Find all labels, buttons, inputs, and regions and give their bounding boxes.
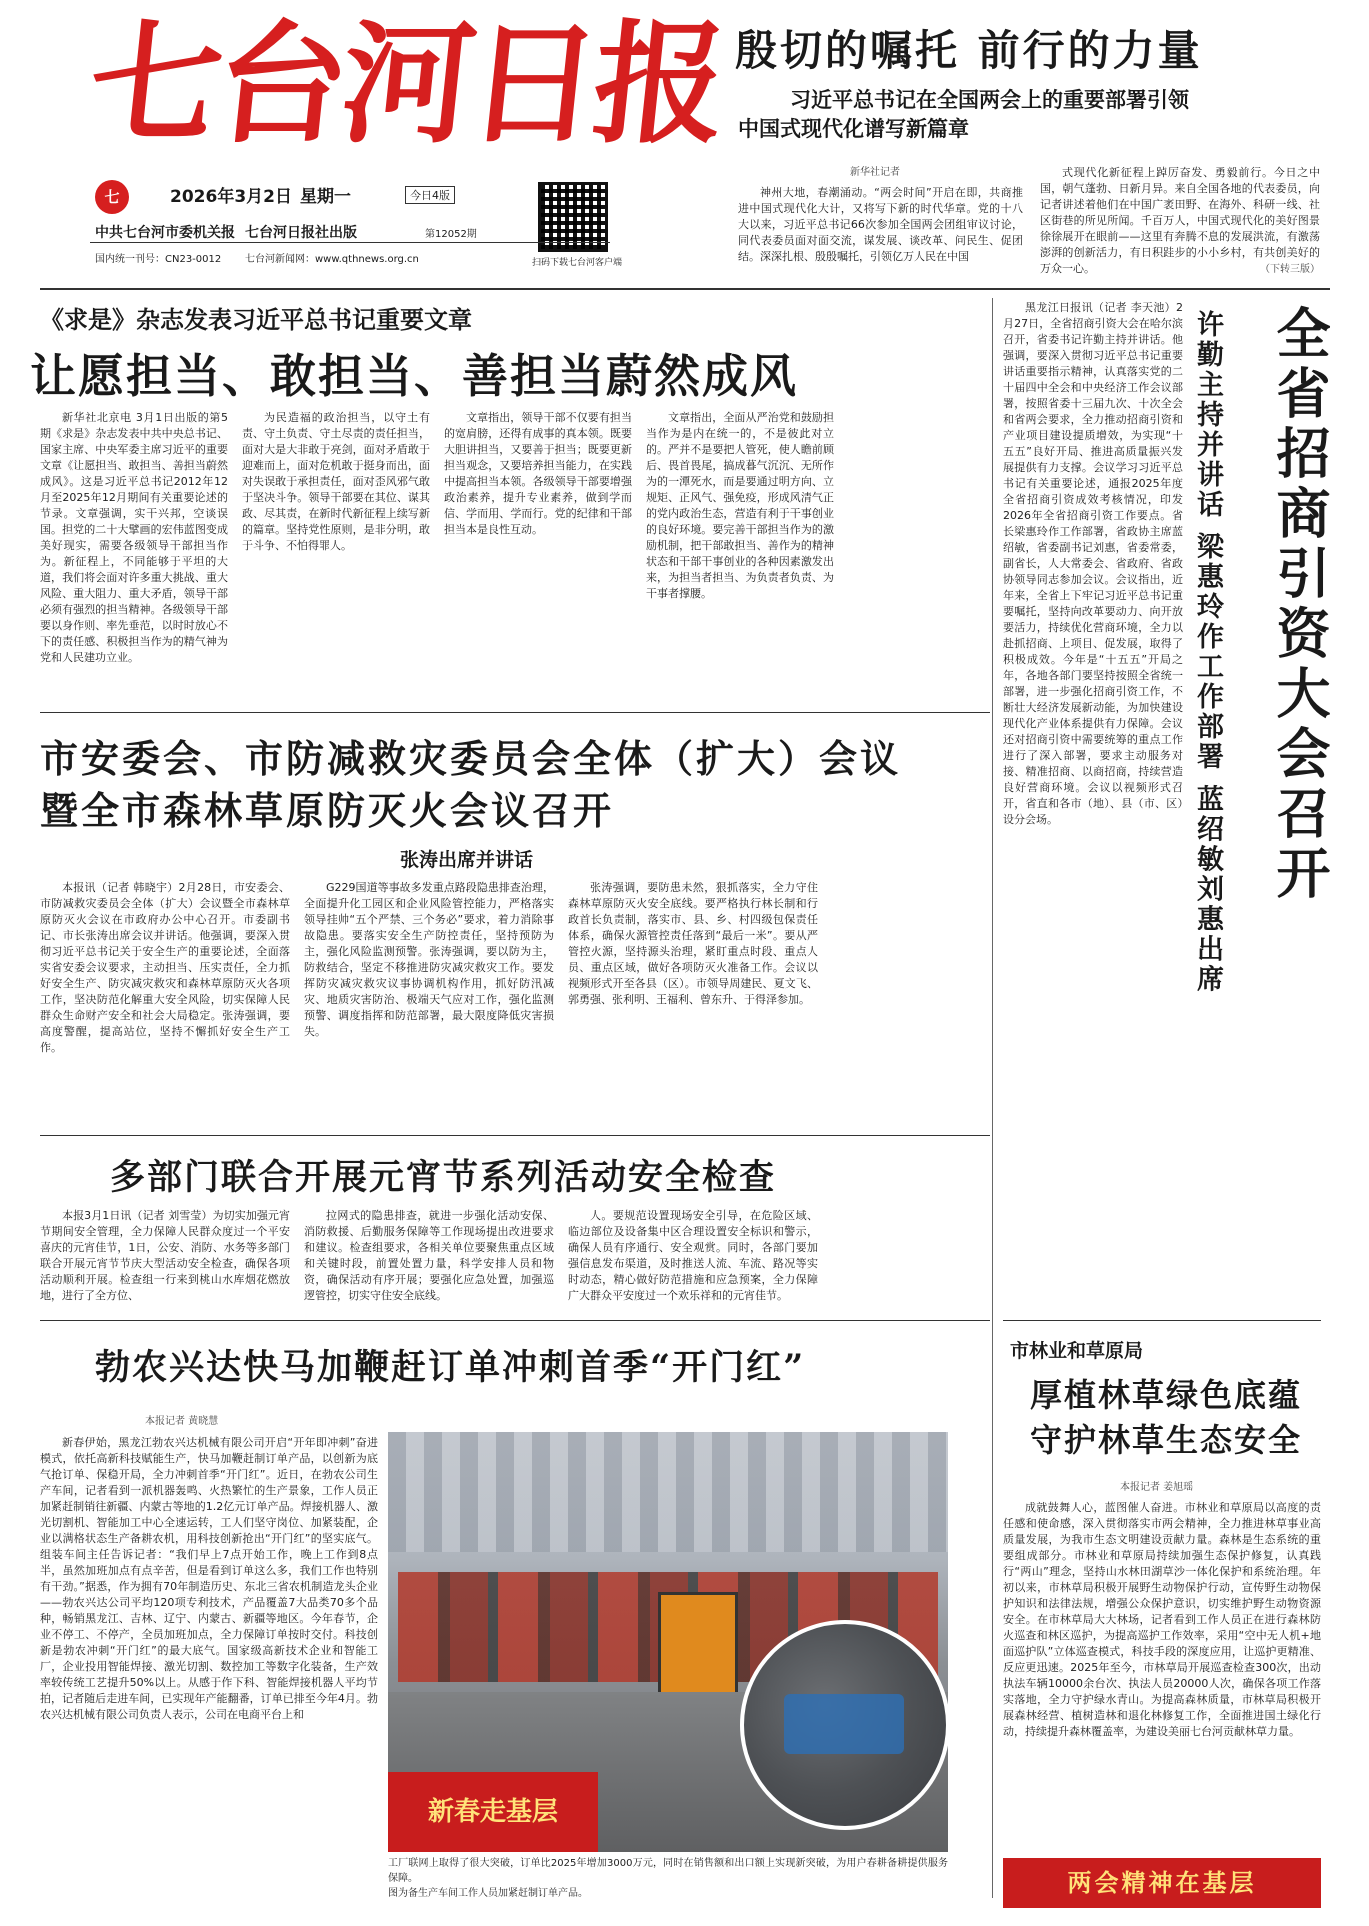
article3-col2: 拉网式的隐患排查，就进一步强化活动安保、消防救援、后勤服务保障等工作现场提出改进要求和建议。检查组要求，各相关单位要聚焦重点区域和关键时段，前置处置力量，科学安排人员和物资，确保活动有序开展；要强化应急处置，加强巡逻管控，切实守住安全底线。	[304, 1209, 554, 1302]
factory-roof	[388, 1432, 948, 1552]
newspaper-title: 七台河日报	[81, 7, 729, 162]
article4-byline: 本报记者 黄晓慧	[145, 1416, 219, 1427]
article2-headline[interactable]: 市安委会、市防减救灾委员会全体（扩大）会议	[40, 736, 902, 781]
article6-headline-2[interactable]: 守护林草生态安全	[1030, 1421, 1303, 1459]
issue-weekday: 星期一	[300, 187, 351, 207]
article4-headline[interactable]: 勃农兴达快马加鞭赶订单冲刺首季“开门红”	[95, 1347, 806, 1388]
article3-col1: 本报3月1日讯（记者 刘雪莹）为切实加强元宵节期间安全管理，全力保障人民群众度过一个平安喜庆的元宵佳节，1日，公安、消防、水务等多部门联合开展元宵节节庆大型活动安全检查，确保各项活动顺利开展。检查组一行来到桃山水库烟花燃放地，进行了全方位、	[40, 1209, 290, 1302]
article3-headline[interactable]: 多部门联合开展元宵节系列活动安全检查	[110, 1157, 777, 1198]
section-divider	[40, 1135, 990, 1136]
article6-headline[interactable]: 厚植林草绿色底蕴	[1030, 1376, 1303, 1414]
article2-col1: 本报讯（记者 韩晓宇）2月28日，市安委会、市防减救灾委员会全体（扩大）会议暨全市森林草原防灭火会议在市政府办公中心召开。市委副书记、市长张涛出席会议并讲话。他强调，要深入贯彻习近平总书记关于安全生产的重要论述，全面落实省安委会议要求，主动担当、压实责任，全力抓好安全生产、防灾减灾救灾和森林草原防灭火各项工作，坚决防范化解重大安全风险，切实保障人民群众生命财产安全和社会大局稳定。张涛强调，要高度警醒，提高站位，坚持不懈抓好安全生产工作。	[40, 881, 290, 1054]
top-section-divider	[40, 288, 1330, 290]
issue-pages: 今日4版	[405, 186, 455, 204]
section-divider	[1003, 1320, 1321, 1321]
article5-kicker: 许勤主持并讲话 梁惠玲作工作部署 蓝绍敏刘惠出席	[1192, 310, 1223, 995]
lead-continued: （下转三版）	[1260, 264, 1320, 275]
article1-col2: 为民造福的政治担当，以守土有责、守土负责、守土尽责的责任担当，面对大是大非敢于亮剑，面对矛盾敢于迎难而上，面对危机敢于挺身而出，面对失误敢于承担责任，面对歪风邪气敢于坚决斗争。领导干部要在其位、谋其政、尽其责，在新时代新征程上续写新的篇章。坚持党性原则，是非分明，敢于斗争、不怕得罪人。	[242, 411, 430, 552]
inset-photo[interactable]	[740, 1620, 950, 1830]
article3-col3: 人。要规范设置现场安全引导，在危险区域、临边部位及设备集中区合理设置安全标识和警示，确保人员有序通行、安全观赏。同时，各部门要加强信息发布渠道，及时推送人流、车流、路况等实时动态，精心做好防范措施和应急预案，全力保障广大群众平安度过一个欢乐祥和的元宵佳节。	[568, 1209, 818, 1302]
forklift	[658, 1592, 738, 1702]
article1-headline[interactable]: 让愿担当、敢担当、善担当蔚然成风	[30, 349, 798, 403]
newspaper-logo-icon: 七	[95, 180, 129, 214]
lead-subheadline: 习近平总书记在全国两会上的重要部署引领	[790, 87, 1189, 112]
lead-headline[interactable]: 殷切的嘱托 前行的力量	[735, 26, 1203, 75]
website[interactable]: 七台河新闻网：www.qthnews.org.cn	[245, 254, 419, 265]
photo-caption-line2: 图为备生产车间工作人员加紧赶制订单产品。	[388, 1888, 588, 1899]
article1-col1: 新华社北京电 3月1日出版的第5期《求是》杂志发表中共中央总书记、国家主席、中央军委主席习近平的重要文章《让愿担当、敢担当、善担当蔚然成风》。这是习近平总书记2012年12月至2025年12月期间有关重要论述的节录。文章强调，实干兴邦，空谈误国。担党的二十大擘画的宏伟蓝图变成美好现实，需要各级领导干部担当作为。新征程上，不同能够于平坦的大道，我们将会面对许多重大挑战、重大风险、重大阻力、重大矛盾，领导干部必须有强烈的担当精神。各级领导干部要以身作则、率先垂范，以时时放心不下的责任感、积极担当作为的精气神为党和人民建功立业。	[40, 411, 228, 664]
article2-col3: 张涛强调，要防患未然，狠抓落实，全力守住森林草原防灭火安全底线。要严格执行林长制和行政首长负责制，落实市、县、乡、村四级包保责任体系，确保火源管控责任落到“最后一米”。要从严管控火源，坚持源头治理，紧盯重点时段、重点人员、重点区域，做好各项防灭火准备工作。会议以视频形式开至各县（区）。市领导周建民、夏文飞、郭勇强、张利明、王福利、曾东升、于得泽参加。	[568, 881, 818, 1006]
article1-col3: 文章指出，领导干部不仅要有担当的宽肩膀，还得有成事的真本领。既要大胆讲担当，又要善于担当；既要更新担当观念，又要培养担当能力，在实践中提高担当本领。各级领导干部要增强政治素养，提升专业素养，做到学而信、学而用、学而行。党的纪律和干部担当本是良性互动。	[444, 411, 632, 536]
column-divider	[992, 298, 993, 1898]
section-badge: 两会精神在基层	[1003, 1858, 1321, 1908]
lead-body-right: 式现代化新征程上踔厉奋发、勇毅前行。今日之中国，朝气蓬勃、日新月异。来自全国各地的代表委员，向记者讲述着他们在中国广袤田野、在海外、科研一线、社区街巷的所见所闻。千百万人，中国式现代化的美好图景徐徐展开在眼前——这里有奔腾不息的发展洪流，有激荡澎湃的创新活力，有日积跬步的小小乡村，有共创美好的万众一心。	[1040, 166, 1320, 275]
qr-caption: 扫码下载七台河客户端	[532, 258, 623, 268]
issue-serial: 第12052期	[425, 229, 477, 240]
article2-deck: 张涛出席并讲话	[400, 849, 534, 871]
cn-number: 国内统一刊号：CN23-0012	[95, 254, 222, 265]
article6-kicker: 市林业和草原局	[1010, 1340, 1144, 1362]
publisher: 七台河日报社出版	[245, 225, 357, 241]
article2-headline-2[interactable]: 暨全市森林草原防灭火会议召开	[40, 788, 615, 833]
article5-body: 黑龙江日报讯（记者 李天池）2月27日，全省招商引资大会在哈尔滨召开，省委书记许勤主持并讲话。他强调，要深入贯彻习近平总书记重要讲话重要指示精神，认真落实党的二十届四中全会和中央经济工作会议部署，按照省委十三届九次、十次全会和省两会要求，全力推动招商引资和产业项目建设提质增效，为实现“十五五”良好开局、推进高质量振兴发展提供有力支撑。会议学习习近平总书记有关重要论述，通报2025年度全省招商引资成效考核情况，印发2026年全省招商引资工作要点。省长梁惠玲作工作部署，省政协主席蓝绍敏，省委副书记刘惠，省委常委，副省长，人大常委会、省政府、省政协领导同志参加会议。会议指出，近年来，全省上下牢记习近平总书记重要嘱托，坚持向改革要动力、向开放要活力，持续优化营商环境，全力以赴抓招商、上项目、促发展，取得了积极成效。今年是“十五五”开局之年，各地各部门要坚持按照全省统一部署，进一步强化招商引资工作，不断壮大经济发展新动能，为加快建设现代化产业体系提供有力保障。会议还对招商引资中需要统筹的重点工作进行了深入部署，要求主动服务对接、精准招商、以商招商，持续营造良好营商环境。会议以视频形式召开，省直和各市（地）、县（市、区）设分会场。	[1003, 301, 1183, 826]
masthead-divider	[90, 242, 610, 243]
section-divider	[40, 712, 990, 713]
article1-col4: 文章指出，全面从严治党和鼓励担当作为是内在统一的，不是彼此对立的。严并不是要把人管死，使人瞻前顾后、畏首畏尾，搞成暮气沉沉、无所作为的一潭死水，而是要通过明方向、立规矩、正风气、强免疫，形成风清气正的党内政治生态，营造有利于干事创业的良好环境。要完善干部担当作为的激励机制，把干部敢担当、善作为的精神状态和干部干事创业的各种因素激发出来，为担当者担当、为负责者负责、为干事者撑腰。	[646, 411, 834, 600]
article2-col2: G229国道等事故多发重点路段隐患排查治理，全面提升化工园区和企业风险管控能力，严格落实领导挂帅“五个严禁、三个务必”要求，着力消除事故隐患。要落实安全生产防控责任，坚持预防为主，强化风险监测预警。张涛强调，要以防为主，防救结合，坚定不移推进防灾减灾救灾工作。要发挥防灾减灾救灾议事协调机构作用，抓好防汛减灾、地质灾害防治、极端天气应对工作，强化监测预警、调度指挥和防范部署，最大限度降低灾害损失。	[304, 881, 554, 1038]
article1-kicker: 《求是》杂志发表习近平总书记重要文章	[40, 305, 472, 334]
photo-banner: 新春走基层	[388, 1772, 598, 1852]
sponsor: 中共七台河市委机关报	[95, 225, 235, 241]
article5-headline[interactable]: 全省招商引资大会召开	[1268, 305, 1332, 905]
photo-caption-line1: 工厂联网上取得了很大突破，订单比2025年增加3000万元，同时在销售额和出口额上实现新突破，为用户春耕备耕提供服务保障。	[388, 1858, 948, 1884]
article6-body: 成就鼓舞人心，蓝图催人奋进。市林业和草原局以高度的责任感和使命感，深入贯彻落实市两会精神，全力推进林草事业高质量发展，为我市生态文明建设贡献力量。森林是生态系统的重要组成部分。市林业和草原局持续加强生态保护修复，认真践行“两山”理念，坚持山水林田湖草沙一体化保护和系统治理。年初以来，市林草局积极开展野生动物保护行动，宣传野生动物保护知识和法律法规，增强公众保护意识，切实维护野生动物资源安全。在市林草局大大林场，记者看到工作人员正在进行森林防火巡查和林区巡护，为提高巡护工作效率，采用“空中无人机+地面巡护队”立体巡查模式，科技手段的深度应用，让巡护更精准、反应更迅速。2025年至今，市林草局开展巡查检查300次，出动执法车辆10000余台次、执法人员20000人次，确保各项工作落实落地，全力守护绿水青山。为提高森林质量，市林草局积极开展森林经营、植树造林和退化林修复工作，全面推进国土绿化行动，持续提升森林覆盖率，为建设美丽七台河贡献林草力量。	[1003, 1501, 1321, 1738]
article4-body: 新春伊始，黑龙江勃农兴达机械有限公司开启“开年即冲刺”奋进模式，依托高新科技赋能生产，快马加鞭赶制订单产品，以创新为底气抢订单、保稳开局，全力冲刺首季“开门红”。近日，在勃农公司生产车间，记者看到一派机器轰鸣、火热繁忙的生产景象，工作人员正加紧赶制销往新疆、内蒙古等地的1.2亿元订单产品。焊接机器人、激光切割机、智能加工中心全速运转，工人们坚守岗位、加紧装配，企业以满格状态生产备耕农机，用科技创新抢出“开门红”的坚实底气。组装车间主任告诉记者：“我们早上7点开始工作，晚上工作到8点半，虽然加班加点有点辛苦，但是看到订单这么多，我们工作也特别有干劲。”据悉，作为拥有70年制造历史、东北三省农机制造龙头企业——勃农兴达公司平均120项专利技术，产品覆盖7大品类70多个品种，畅销黑龙江、吉林、辽宁、内蒙古、新疆等地区。今年春节，企业不停工、不停产，全员加班加点，全力保障订单按时交付。科技创新是勃农冲刺“开门红”的最大底气。国家级高新技术企业和智能工厂，企业投用智能焊接、激光切割、数控加工等数字化装备，生产效率较传统工艺提升50%以上。从感于作下科、智能焊接机器人平均节拍，记者随后走进车间，已实现年产能翻番，订单已排至今年4月。勃农兴达机械有限公司负责人表示，公司在电商平台上和	[40, 1436, 378, 1721]
photo-caption	[388, 1856, 948, 1901]
article6-byline: 本报记者 姜旭瑶	[1120, 1482, 1194, 1493]
lead-byline: 新华社记者	[850, 167, 900, 178]
section-divider	[40, 1320, 990, 1321]
issue-date: 2026年3月2日	[170, 187, 292, 207]
lead-body-left: 神州大地，春潮涌动。“两会时间”开启在即，共商推进中国式现代化大计，又将写下新的时代华章。党的十八大以来，习近平总书记66次参加全国两会团组审议讨论，同代表委员面对面交流，谋发展、谈改革、问民生、促团结。深深扎根、殷殷嘱托，引领亿万人民在中国	[738, 186, 1023, 263]
lead-subheadline-2: 中国式现代化谱写新篇章	[738, 116, 969, 141]
